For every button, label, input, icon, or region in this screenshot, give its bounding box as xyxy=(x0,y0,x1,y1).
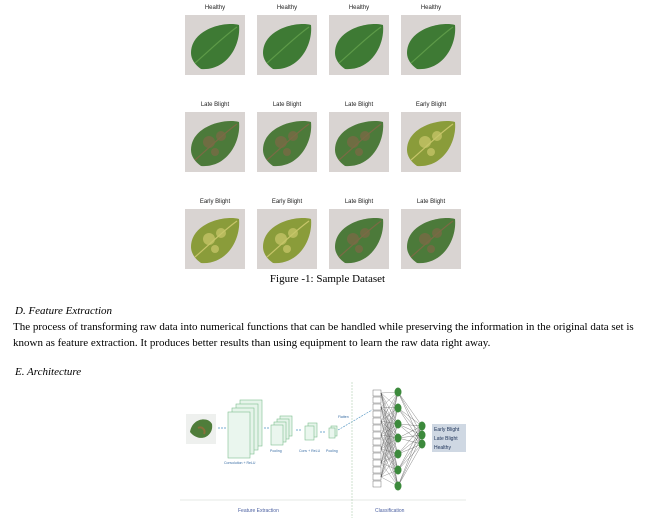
nn-node xyxy=(395,466,402,475)
leaf-image xyxy=(329,209,389,269)
leaf-label: Late Blight xyxy=(416,199,446,205)
input-leaf-image xyxy=(186,414,216,444)
flatten-cell xyxy=(373,425,381,431)
flatten-cell xyxy=(373,446,381,452)
output-healthy: Healthy xyxy=(434,445,451,451)
leaf-label: Early Blight xyxy=(415,102,447,108)
label-pooling-2: Pooling xyxy=(326,449,338,453)
nn-edge xyxy=(398,426,422,486)
nn-edge xyxy=(398,392,422,426)
nn-node xyxy=(395,420,402,429)
architecture-diagram xyxy=(178,380,468,520)
flatten-cell xyxy=(373,460,381,466)
leaf-image xyxy=(401,209,461,269)
output-late-blight: Late Blight xyxy=(434,436,458,442)
conv-feature-maps xyxy=(228,400,262,458)
nn-edge xyxy=(398,435,422,454)
leaf-label: Early Blight xyxy=(199,199,231,205)
flatten-cell xyxy=(373,404,381,410)
flatten-cell xyxy=(373,453,381,459)
figure-caption: Figure -1: Sample Dataset xyxy=(269,273,386,285)
dense-connections xyxy=(381,392,422,486)
dense-nodes xyxy=(395,388,426,491)
nn-edge xyxy=(398,435,422,486)
leaf-image xyxy=(185,112,245,172)
label-conv-relu-2: Conv + ReLU xyxy=(299,449,321,453)
leaf-image xyxy=(257,209,317,269)
leaf-image xyxy=(257,112,317,172)
leaf-label: Healthy xyxy=(204,5,226,11)
flatten-cell xyxy=(373,467,381,473)
nn-node xyxy=(419,431,426,440)
leaf-image xyxy=(185,209,245,269)
nn-edge xyxy=(398,408,422,435)
leaf-label: Healthy xyxy=(348,5,370,11)
leaf-image xyxy=(185,15,245,75)
flatten-cell xyxy=(373,411,381,417)
section-d-heading: D. Feature Extraction xyxy=(15,305,113,317)
flatten-cell xyxy=(373,481,381,487)
flatten-vector xyxy=(373,390,381,487)
section-e-heading: E. Architecture xyxy=(15,366,82,378)
nn-edge xyxy=(381,424,398,463)
flatten-cell xyxy=(373,439,381,445)
nn-node xyxy=(395,434,402,443)
conv2-feature-maps xyxy=(305,423,317,440)
leaf-label: Early Blight xyxy=(271,199,303,205)
leaf-image xyxy=(401,112,461,172)
flatten-cell xyxy=(373,432,381,438)
nn-node xyxy=(395,404,402,413)
leaf-label: Late Blight xyxy=(344,199,374,205)
output-early-blight: Early Blight xyxy=(434,427,460,433)
nn-node xyxy=(395,450,402,459)
leaf-image xyxy=(257,15,317,75)
leaf-image xyxy=(401,15,461,75)
output-labels xyxy=(432,424,466,452)
label-convolution-relu: Convolution + ReLU xyxy=(224,461,256,465)
section-d-paragraph: The process of transforming raw data into numerical functions that can be handled while preserving the information in the original data set is known as feature extraction. It produces better results than using equipment to learn the raw data right away. xyxy=(13,321,634,349)
flatten-cell xyxy=(373,390,381,396)
leaf-image xyxy=(329,15,389,75)
leaf-label: Late Blight xyxy=(272,102,302,108)
nn-node xyxy=(395,482,402,491)
nn-edge xyxy=(398,408,422,426)
nn-node xyxy=(419,440,426,449)
leaf-image xyxy=(329,112,389,172)
label-pooling-1: Pooling xyxy=(270,449,282,453)
leaf-label: Late Blight xyxy=(344,102,374,108)
leaf-label: Healthy xyxy=(420,5,442,11)
leaf-label: Healthy xyxy=(276,5,298,11)
pooling2-feature-maps xyxy=(329,426,337,438)
section-feature-extraction: Feature Extraction xyxy=(238,508,279,514)
nn-node xyxy=(419,422,426,431)
nn-node xyxy=(395,388,402,397)
label-flatten: Flatten xyxy=(338,415,349,419)
pooling-feature-maps xyxy=(271,416,292,445)
flatten-cell xyxy=(373,474,381,480)
section-classification: Classification xyxy=(375,508,405,514)
flatten-cell xyxy=(373,397,381,403)
leaf-label: Late Blight xyxy=(200,102,230,108)
flatten-cell xyxy=(373,418,381,424)
arrow-flatten xyxy=(338,410,372,430)
